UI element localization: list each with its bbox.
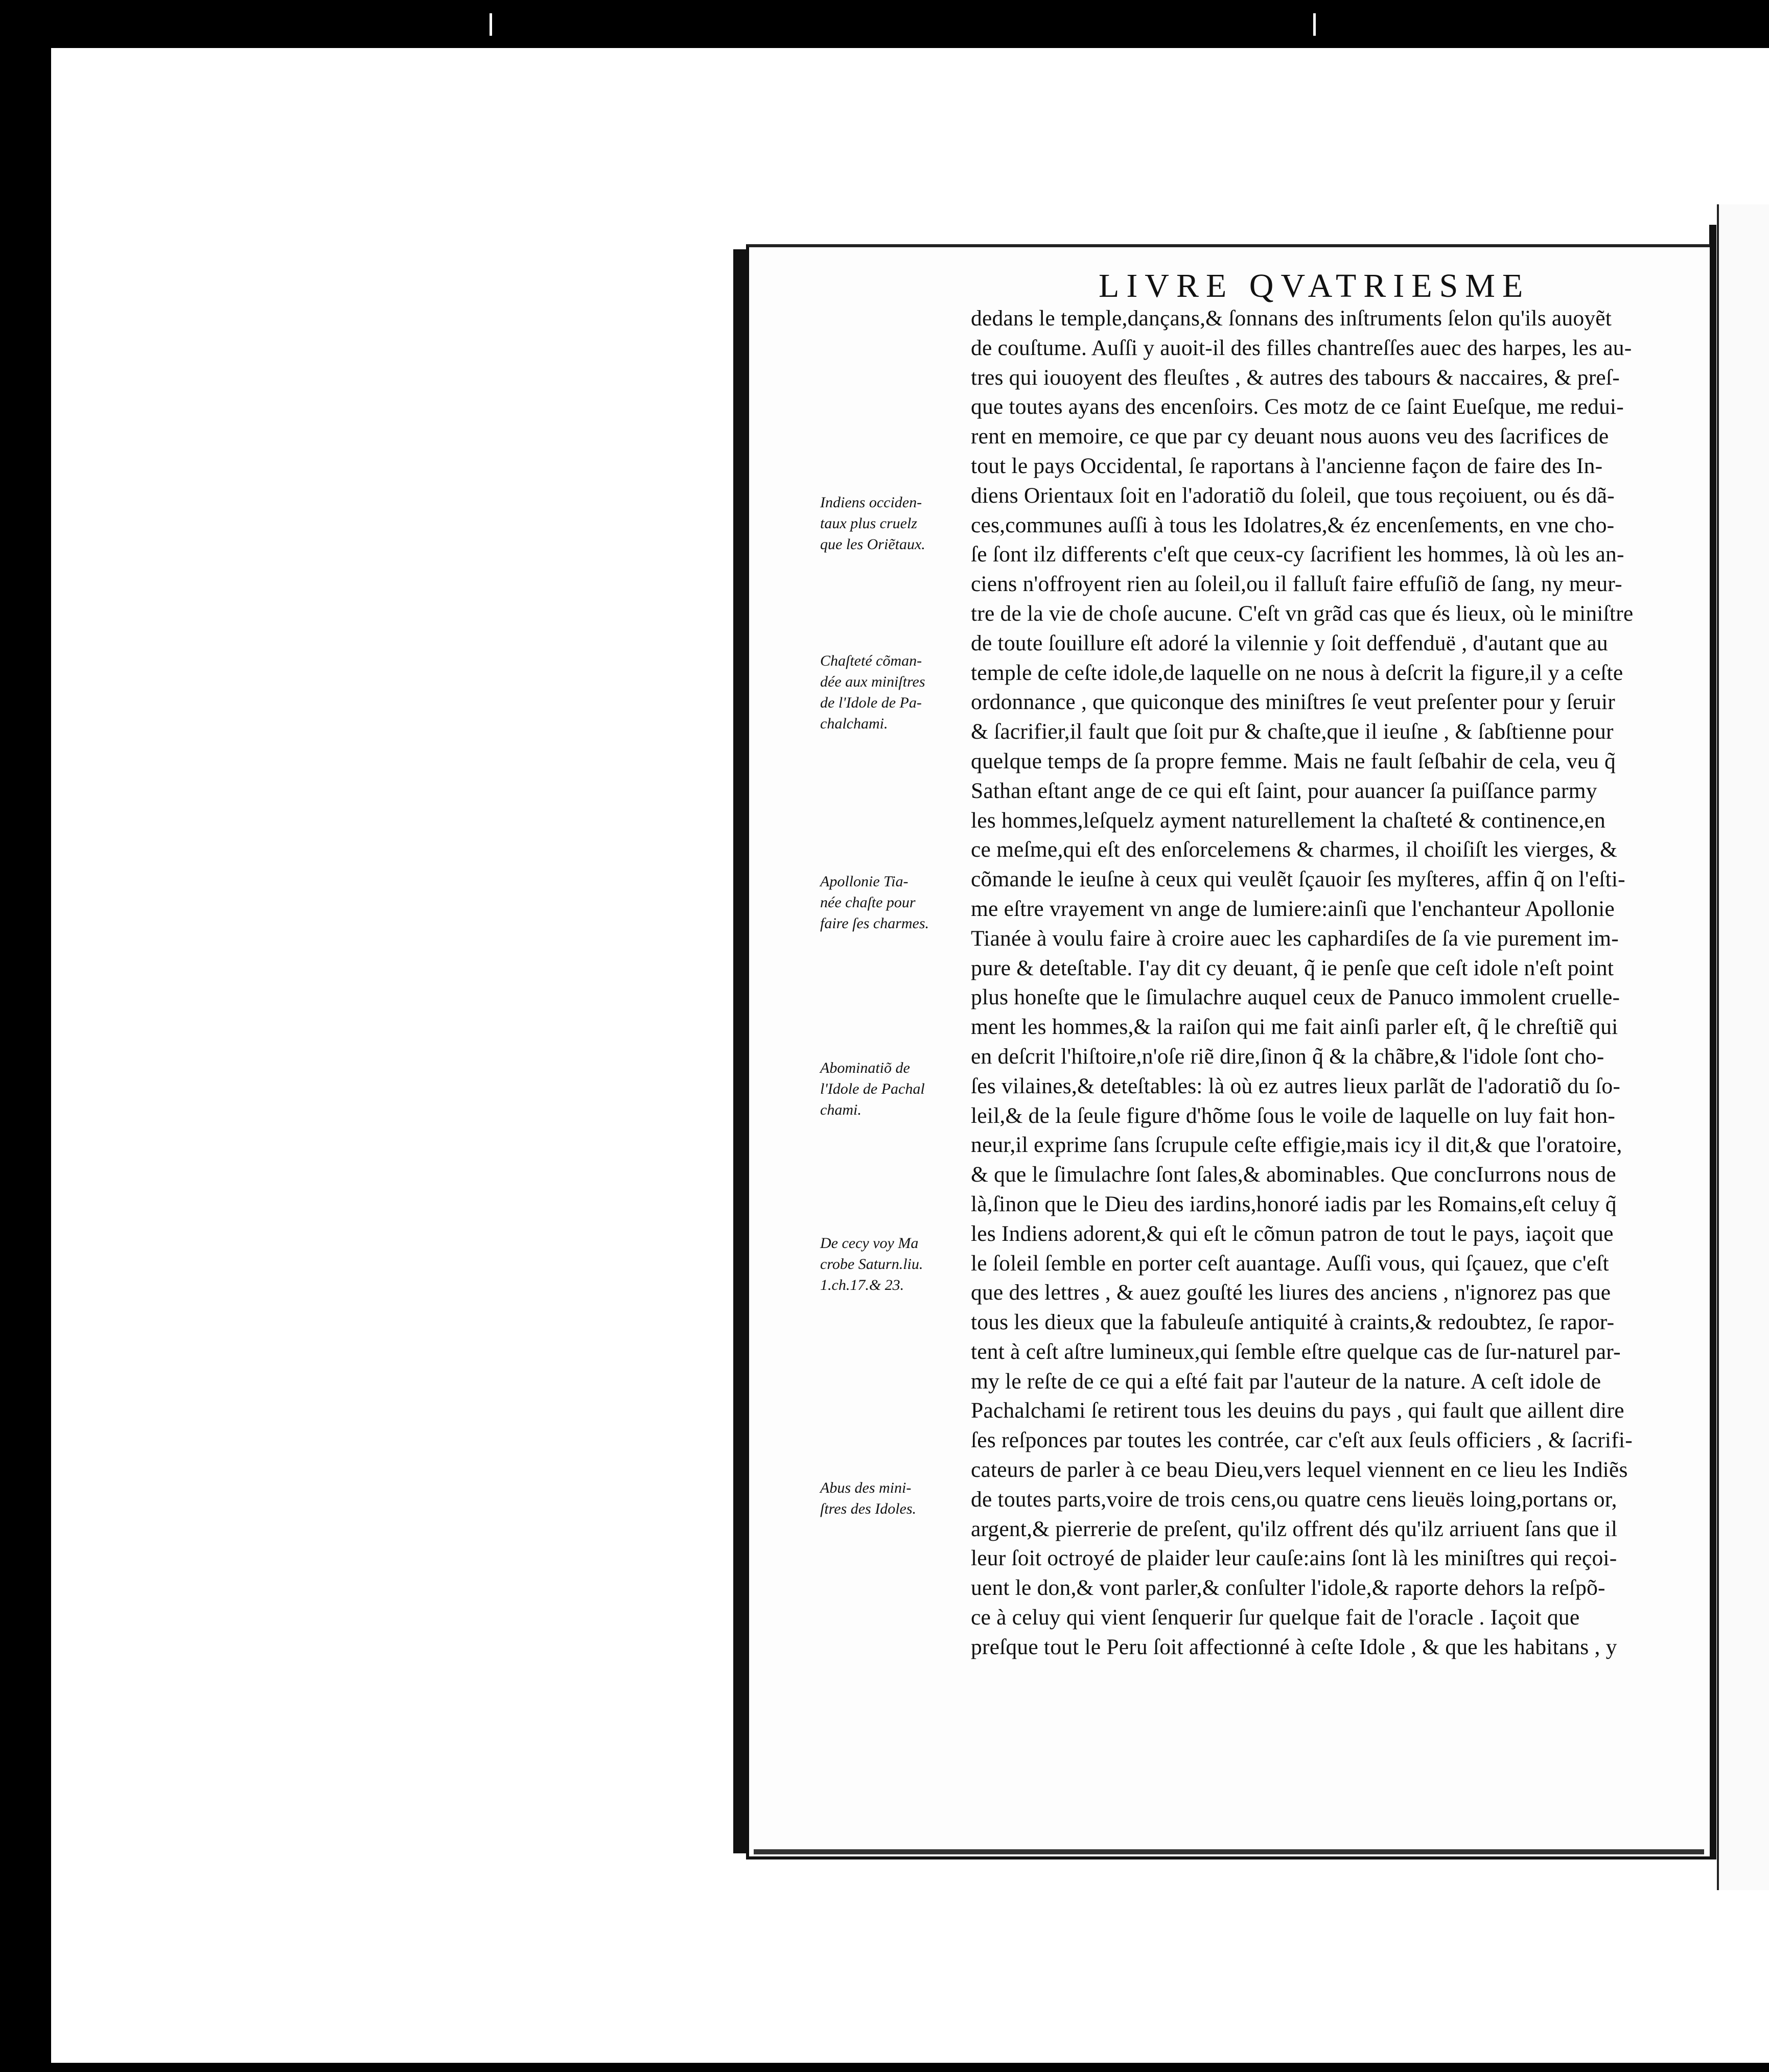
text-line: ſes vilaines,& deteſtables: là où ez autres lieux parlãt de l'adoratiõ du ſo- [971,1073,1621,1098]
text-line: pure & deteſtable. I'ay dit cy deuant, q̃ ie penſe que ceſt idole n'eſt point [971,955,1614,980]
margin-note-line: Indiens occiden- [820,494,922,511]
text-line: & que le ſimulachre ſont ſales,& abominables. Que concIurrons nous de [971,1162,1616,1187]
text-line: my le reſte de ce qui a eſté fait par l'auteur de la nature. A ceſt idole de [971,1369,1601,1394]
page-bottom-edge [754,1849,1704,1854]
text-line: les Indiens adorent,& qui eſt le cõmun patron de tout le pays, iaçoit que [971,1221,1614,1246]
text-line: de toutes parts,voire de trois cens,ou quatre cens lieuës loing,portans or, [971,1487,1617,1512]
text-line: ciens n'offroyent rien au ſoleil,ou il falluſt faire effuſiõ de ſang, ny meur- [971,572,1622,597]
margin-note-line: faire ſes charmes. [820,915,929,932]
margin-note-line: que les Oriẽtaux. [820,536,925,553]
text-line: neur,il exprime ſans ſcrupule ceſte effigie,mais icy il dit,& que l'oratoire, [971,1133,1622,1158]
text-line: preſque tout le Peru ſoit affectionné à ceſte Idole , & que les habitans , y [971,1634,1617,1659]
text-line: ordonnance , que quiconque des miniſtres ſe veut preſenter pour y ſeruir [971,690,1615,715]
text-line: ment les hommes,& la raiſon qui me fait ainſi parler eſt, q̃ le chreſtiẽ qui [971,1015,1618,1040]
text-line: leil,& de la ſeule figure d'hõme ſous le voile de laquelle on luy fait hon- [971,1103,1616,1128]
text-line: temple de ceſte idole,de laquelle on ne nous à deſcrit la figure,il y a ceſte [971,660,1623,685]
text-line: ce meſme,qui eſt des enſorcelemens & charmes, il choiſiſt les vierges, & [971,837,1618,862]
text-line: en deſcrit l'hiſtoire,n'oſe riẽ dire,ſinon q̃ & la chãbre,& l'idole ſont cho- [971,1044,1604,1069]
text-line: ſes reſponces par toutes les contrée, car c'eſt aux ſeuls officiers , & ſacrifi- [971,1428,1633,1453]
text-line: de toute ſouillure eſt adoré la vilennie y ſoit deffenduë , d'autant que au [971,630,1608,655]
text-line: quelque temps de ſa propre femme. Mais ne fault ſeſbahir de cela, veu q̃ [971,748,1616,773]
margin-note [820,492,968,555]
margin-note-line: Abominatiõ de [820,1059,910,1076]
scan-tick-mark [490,13,492,36]
text-line: dedans le temple,dançans,& ſonnans des inſtruments ſelon qu'ils auoyẽt [971,306,1612,331]
scan-left-border [0,0,51,2072]
book-gutter [1709,225,1716,1859]
margin-note-line: chami. [820,1101,862,1118]
text-line: tent à ceſt aſtre lumineux,qui ſemble eſtre quelque cas de ſur-naturel par- [971,1339,1621,1364]
margin-note-line: dée aux miniſtres [820,673,925,690]
margin-note-line: de l'Idole de Pa- [820,694,922,711]
text-line: me eſtre vrayement vn ange de lumiere:ainſi que l'enchanteur Apollonie [971,896,1615,921]
margin-note [820,1477,968,1519]
text-line: le ſoleil ſemble en porter ceſt auantage. Auſſi vous, qui ſçauez, que c'eſt [971,1251,1609,1276]
margin-note-line: Apollonie Tia- [820,873,909,890]
text-line: tous les dieux que la fabuleuſe antiquité à craints,& redoubtez, ſe rapor- [971,1310,1615,1335]
text-line: là,ſinon que le Dieu des iardins,honoré iadis par les Romains,eſt celuy q̃ [971,1191,1617,1216]
text-line: ſe ſont ilz differents c'eſt que ceux-cy ſacrifient les hommes, là où les an- [971,542,1624,567]
margin-note [820,1233,968,1296]
text-line: uent le don,& vont parler,& conſulter l'idole,& raporte dehors la reſpõ- [971,1575,1605,1600]
text-line: cateurs de parler à ce beau Dieu,vers lequel viennent en ce lieu les Indiẽs [971,1457,1628,1482]
margin-note-line: née chaſte pour [820,894,916,911]
text-line: leur ſoit octroyé de plaider leur cauſe:ains ſont là les miniſtres qui reçoi- [971,1546,1617,1571]
margin-note [820,1057,968,1120]
scan-tick-mark [1313,13,1316,36]
text-line: & ſacrifier,il fault que ſoit pur & chaſte,que il ieuſne , & ſabſtienne pour [971,719,1614,744]
running-header: LIVRE QVATRIESME [1099,267,1530,304]
text-line: Pachalchami ſe retirent tous les deuins du pays , qui fault que aillent dire [971,1398,1624,1423]
scan-bottom-border [0,2063,1769,2072]
text-line: plus honeſte que le ſimulachre auquel ceux de Panuco immolent cruelle- [971,985,1620,1010]
margin-note-line: crobe Saturn.liu. [820,1256,923,1273]
adjacent-page-edge [1717,204,1769,1890]
margin-note-line: Abus des mini- [820,1479,912,1496]
margin-note [820,650,968,734]
text-line: Sathan eſtant ange de ce qui eſt ſaint, pour auancer ſa puiſſance parmy [971,778,1597,803]
text-line: rent en memoire, ce que par cy deuant nous auons veu des ſacrifices de [971,424,1609,449]
text-line: tout le pays Occidental, ſe raportans à l'ancienne façon de faire des In- [971,453,1603,478]
text-line: tre de la vie de choſe aucune. C'eſt vn grãd cas que és lieux, où le miniſtre [971,601,1634,626]
text-line: cõmande le ieuſne à ceux qui veulẽt ſçauoir ſes myſteres, affin q̃ on l'eſti- [971,867,1625,892]
text-line: ce à celuy qui vient ſenquerir ſur quelque fait de l'oracle . Iaçoit que [971,1605,1580,1630]
text-line: diens Orientaux ſoit en l'adoratiõ du ſoleil, que tous reçoiuent, ou és dã- [971,483,1615,508]
margin-note-line: 1.ch.17.& 23. [820,1277,904,1293]
text-line: que des lettres , & auez gouſté les liures des anciens , n'ignorez pas que [971,1280,1611,1305]
text-line: de couſtume. Auſſi y auoit-il des filles chantreſſes auec des harpes, les au- [971,335,1632,360]
text-line: tres qui iouoyent des fleuſtes , & autres des tabours & naccaires, & preſ- [971,365,1620,390]
margin-note-line: ſtres des Idoles. [820,1500,917,1517]
scan-top-border [0,0,1769,48]
margin-note-line: l'Idole de Pachal [820,1080,925,1097]
margin-note-line: chalchami. [820,715,888,732]
text-line: Tianée à voulu faire à croire auec les caphardiſes de ſa vie purement im- [971,926,1619,951]
margin-note-line: Chaſteté cõman- [820,652,922,669]
text-line: argent,& pierrerie de preſent, qu'ilz offrent dés qu'ilz arriuent ſans que il [971,1516,1618,1541]
text-line: les hommes,leſquelz ayment naturellement la chaſteté & continence,en [971,808,1605,833]
text-line: ces,communes auſſi à tous les Idolatres,& éz encenſements, en vne cho- [971,512,1615,537]
main-text-block [971,304,1666,1662]
margin-note-line: taux plus cruelz [820,515,917,532]
margin-note-line: De cecy voy Ma [820,1235,919,1252]
text-line: que toutes ayans des encenſoirs. Ces motz de ce ſaint Eueſque, me redui- [971,394,1624,419]
margin-note [820,871,968,934]
